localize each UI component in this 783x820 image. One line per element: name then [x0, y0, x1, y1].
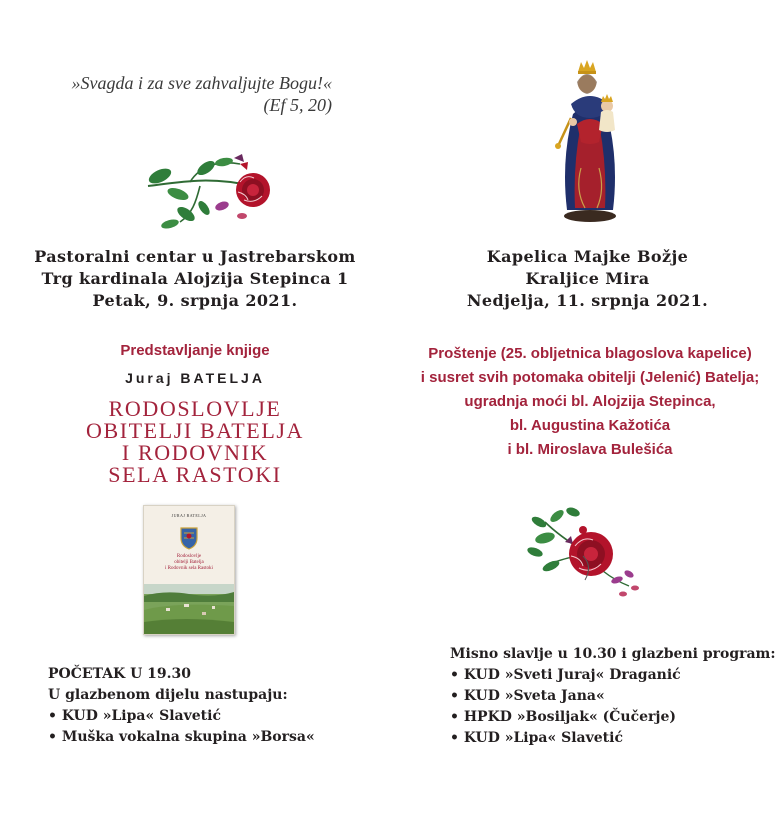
- quote-text: »Svagda i za sve zahvaljujte Bogu!«: [71, 73, 332, 93]
- cover-author: JURAJ BATELJA: [171, 513, 207, 518]
- left-program-line-4: • Muška vokalna skupina »Borsa«: [48, 729, 315, 745]
- left-venue-line-2: Trg kardinala Alojzija Stepinca 1: [41, 269, 349, 288]
- left-venue-line-1: Pastoralni centar u Jastrebarskom: [34, 247, 356, 266]
- right-program: [450, 644, 776, 749]
- book-title-line-1: RODOSLOVLJE: [108, 396, 282, 421]
- right-venue-line-1: Kapelica Majke Božje: [486, 247, 689, 266]
- right-event-line-4: bl. Augustina Kažotića: [509, 417, 671, 434]
- cover-title-line-2: obitelji Batelja: [174, 560, 204, 565]
- book-title-line-2: OBITELJI BATELJA: [85, 418, 305, 443]
- cover-title: [146, 554, 232, 572]
- right-venue-line-3: Nedjelja, 11. srpnja 2021.: [466, 291, 709, 310]
- right-event-line-3: ugradnja moći bl. Alojzija Stepinca,: [464, 393, 716, 410]
- right-program-line-4: • HPKD »Bosiljak« (Čučerje): [450, 709, 677, 725]
- right-program-line-5: • KUD »Lipa« Slavetić: [450, 730, 623, 746]
- event-label: Predstavljanje knjige: [120, 342, 270, 359]
- book-author: Juraj BATELJA: [125, 370, 265, 386]
- right-program-line-3: • KUD »Sveta Jana«: [450, 688, 605, 704]
- left-program-line-1: POČETAK U 19.30: [48, 666, 192, 682]
- cover-title-line-3: i Rodovnik sela Rastoki: [165, 566, 213, 571]
- madonna-statue-icon: [545, 44, 635, 224]
- cover-title-line-1: Rodoslovlje: [176, 554, 202, 559]
- right-event-line-5: i bl. Miroslava Bulešića: [507, 441, 673, 458]
- book-title-line-3: I RODOVNIK: [121, 440, 269, 465]
- landscape-photo: [144, 584, 234, 634]
- book-cover-image: [143, 505, 235, 635]
- right-program-line-2: • KUD »Sveti Juraj« Draganić: [450, 667, 681, 683]
- coat-of-arms-icon: [179, 526, 199, 550]
- left-venue: [20, 246, 370, 312]
- right-event-line-1: Proštenje (25. obljetnica blagoslova kapelice): [428, 345, 752, 362]
- left-program-line-3: • KUD »Lipa« Slavetić: [48, 708, 221, 724]
- bible-quote: [40, 72, 332, 116]
- left-program: [48, 664, 315, 748]
- book-title: [20, 398, 370, 486]
- left-venue-line-3: Petak, 9. srpnja 2021.: [92, 291, 298, 310]
- left-program-line-2: U glazbenom dijelu nastupaju:: [48, 687, 288, 703]
- rose-ornament-icon: [525, 502, 645, 602]
- right-event-line-2: i susret svih potomaka obitelji (Jelenić) Batelja;: [420, 369, 760, 386]
- right-venue: [415, 246, 760, 312]
- quote-reference: (Ef 5, 20): [263, 95, 332, 115]
- right-venue-line-2: Kraljice Mira: [525, 269, 650, 288]
- right-event: [410, 342, 770, 462]
- right-program-line-1: Misno slavlje u 10.30 i glazbeni program:: [450, 646, 776, 662]
- rose-ornament-icon: [140, 152, 275, 232]
- book-title-line-4: SELA RASTOKI: [108, 462, 282, 487]
